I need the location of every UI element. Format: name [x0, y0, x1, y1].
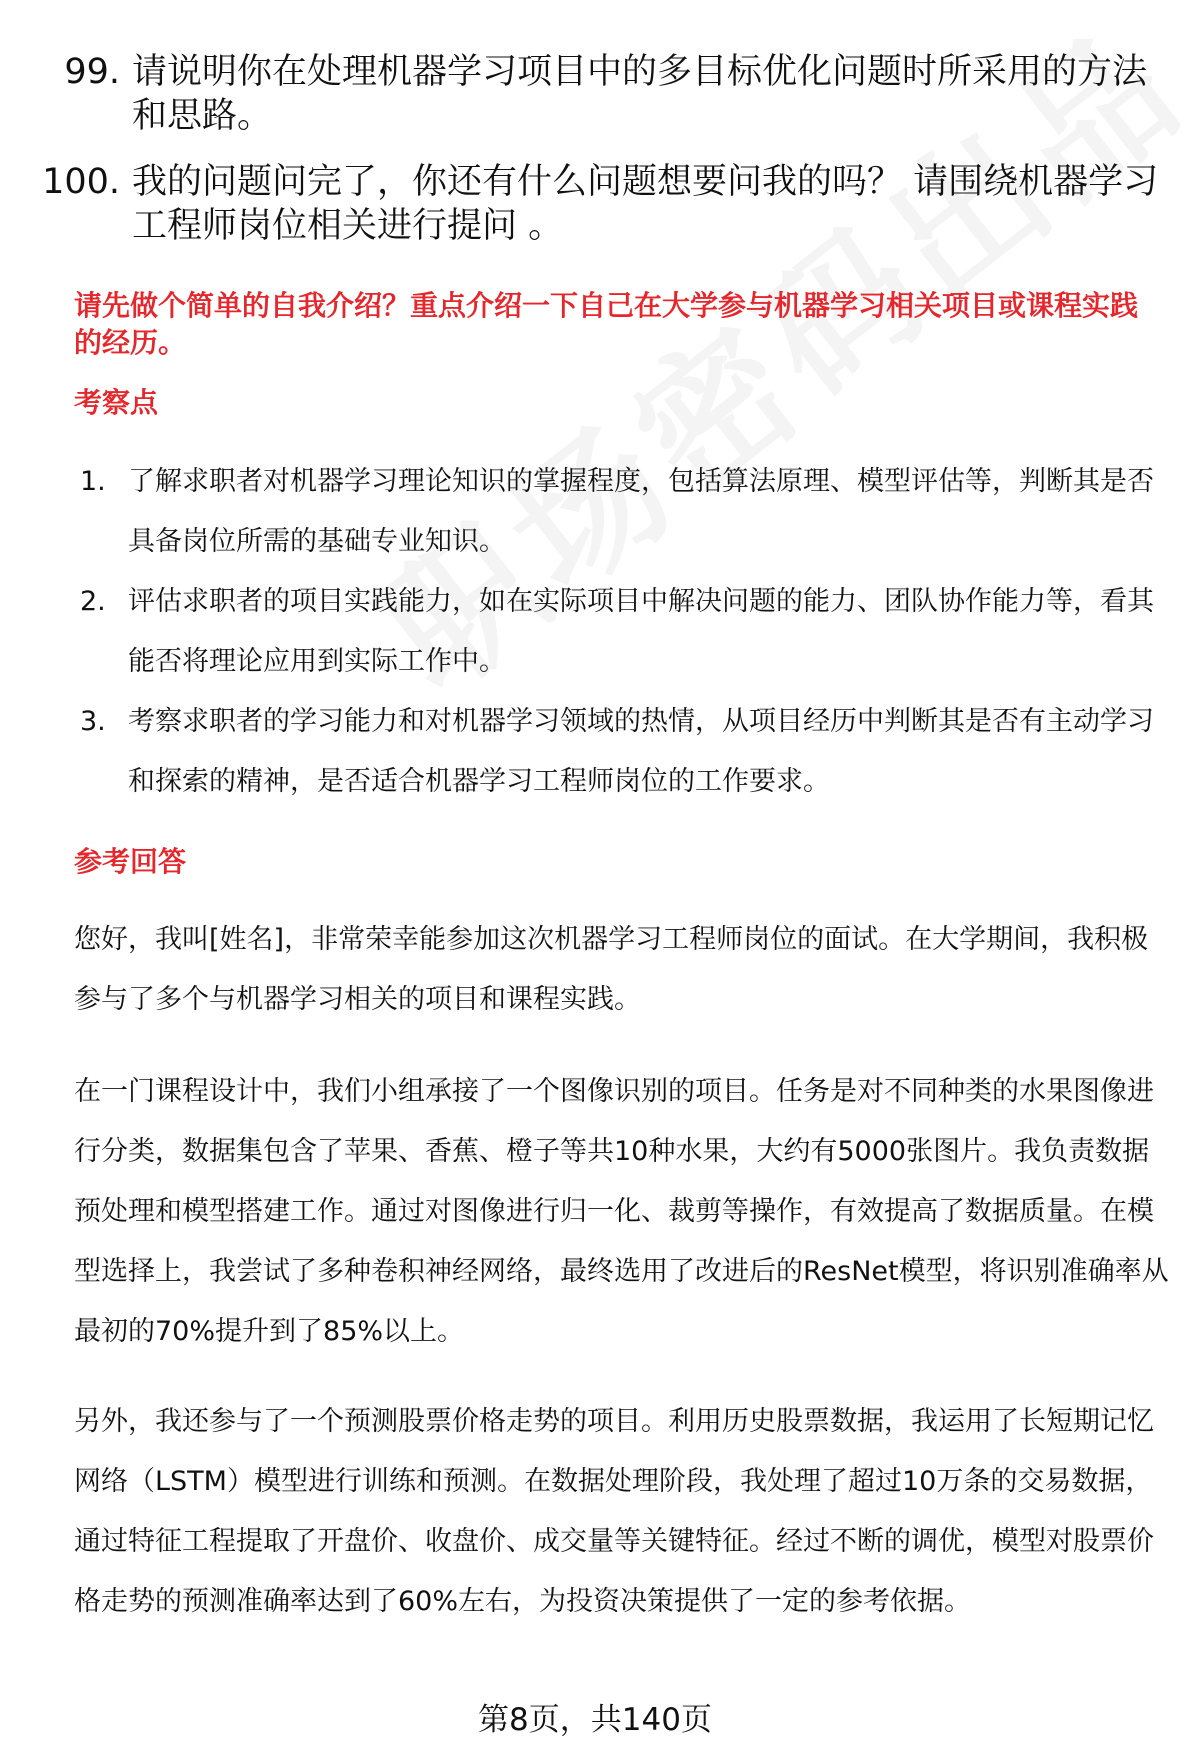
section-title: 请先做个简单的自我介绍？重点介绍一下自己在大学参与机器学习相关项目或课程实践的经历。 [74, 289, 1139, 359]
answer-paragraph: 另外，我还参与了一个预测股票价格走势的项目。利用历史股票数据，我运用了长短期记忆网络（LSTM）模型进行训练和预测。在数据处理阶段，我处理了超过10万条的交易数据，通过特征工程提取了开盘价、收盘价、成交量等关键特征。经过不断的调优，模型对股票价格走势的预测准确率达到了60%左右，为投资决策提供了一定的参考依据。 [74, 1406, 1154, 1617]
question-number: 99. [64, 52, 120, 92]
list-item-number: 3. [80, 706, 106, 737]
answer-heading: 参考回答 [74, 845, 187, 878]
page-number: 第8页，共140页 [478, 1702, 712, 1738]
list-item-text: 了解求职者对机器学习理论知识的掌握程度，包括算法原理、模型评估等，判断其是否具备岗位所需的基础专业知识。 [128, 466, 1154, 557]
list-item-text: 评估求职者的项目实践能力，如在实际项目中解决问题的能力、团队协作能力等，看其能否将理论应用到实际工作中。 [128, 586, 1154, 677]
question-text: 我的问题问完了，你还有什么问题想要问我的吗？ 请围绕机器学习工程师岗位相关进行提问 。 [132, 162, 1159, 246]
focus-heading: 考察点 [74, 386, 159, 419]
list-item-number: 1. [80, 466, 106, 497]
question-99 [40, 50, 1170, 138]
question-text: 请说明你在处理机器学习项目中的多目标优化问题时所采用的方法和思路。 [132, 52, 1148, 136]
list-item-text: 考察求职者的学习能力和对机器学习领域的热情，从项目经历中判断其是否有主动学习和探索的精神，是否适合机器学习工程师岗位的工作要求。 [128, 706, 1154, 797]
question-number: 100. [42, 162, 120, 202]
answer-paragraph: 在一门课程设计中，我们小组承接了一个图像识别的项目。任务是对不同种类的水果图像进行分类，数据集包含了苹果、香蕉、橙子等共10种水果，大约有5000张图片。我负责数据预处理和模型搭建工作。通过对图像进行归一化、裁剪等操作，有效提高了数据质量。在模型选择上，我尝试了多种卷积神经网络，最终选用了改进后的ResNet模型，将识别准确率从最初的70%提升到了85%以上。 [74, 1076, 1169, 1347]
list-item-number: 2. [80, 586, 106, 617]
answer-paragraph: 您好，我叫[姓名]，非常荣幸能参加这次机器学习工程师岗位的面试。在大学期间，我积极参与了多个与机器学习相关的项目和课程实践。 [74, 924, 1149, 1015]
question-100 [40, 160, 1170, 248]
list-item [80, 572, 1170, 692]
list-item [80, 452, 1170, 572]
list-item [80, 692, 1170, 812]
focus-list [80, 452, 1170, 812]
